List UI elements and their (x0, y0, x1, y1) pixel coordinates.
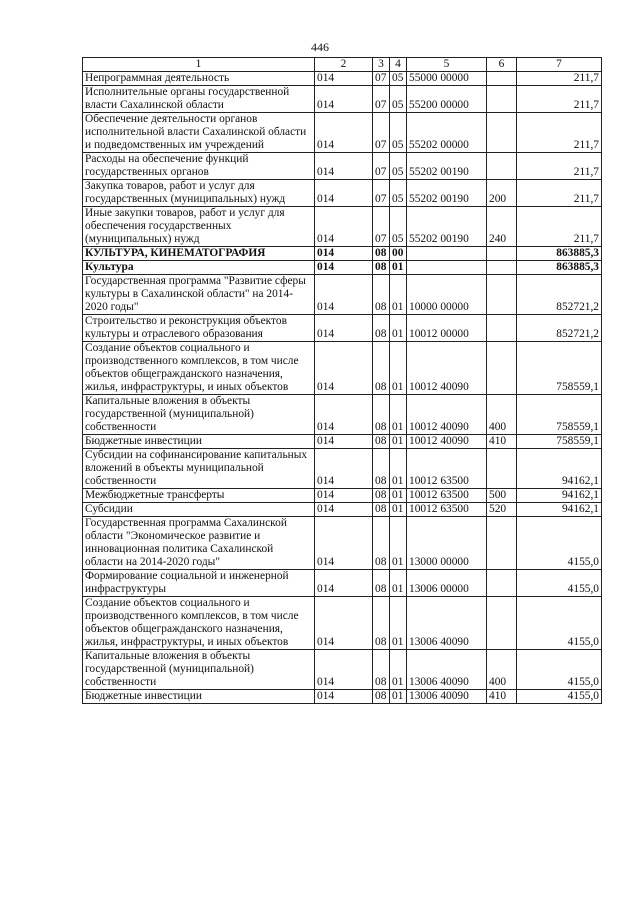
row-code-4-cell: 01 (390, 503, 407, 517)
row-code-2-cell: 014 (315, 180, 373, 207)
row-code-6-cell (487, 275, 517, 315)
table-row (83, 650, 602, 690)
row-code-6-cell: 520 (487, 503, 517, 517)
row-code-2-cell: 014 (315, 342, 373, 395)
table-row (83, 153, 602, 180)
row-name-cell: КУЛЬТУРА, КИНЕМАТОГРАФИЯ (83, 247, 315, 261)
row-code-3-cell: 07 (373, 113, 390, 153)
row-code-6-cell (487, 517, 517, 570)
row-name-cell: Формирование социальной и инженерной инфраструктуры (83, 570, 315, 597)
row-code-6-cell: 200 (487, 180, 517, 207)
row-amount-cell: 4155,0 (517, 650, 602, 690)
table-row (83, 503, 602, 517)
row-code-4-cell: 05 (390, 113, 407, 153)
row-code-3-cell: 08 (373, 275, 390, 315)
row-code-3-cell: 07 (373, 86, 390, 113)
row-code-6-cell (487, 315, 517, 342)
row-code-6-cell (487, 72, 517, 86)
row-code-3-cell: 07 (373, 153, 390, 180)
row-code-5-cell: 55000 00000 (407, 72, 487, 86)
row-code-3-cell: 07 (373, 72, 390, 86)
row-code-3-cell: 08 (373, 395, 390, 435)
row-code-2-cell: 014 (315, 690, 373, 704)
header-row (83, 58, 602, 72)
row-name-cell: Создание объектов социального и производственного комплексов, в том числе объектов общегражданского назначения, жилья, инфраструктуры, и иных объектов (83, 597, 315, 650)
row-code-6-cell: 410 (487, 435, 517, 449)
row-code-4-cell: 01 (390, 261, 407, 275)
row-code-5-cell: 10012 40090 (407, 395, 487, 435)
row-code-6-cell: 240 (487, 207, 517, 247)
row-code-3-cell: 08 (373, 570, 390, 597)
row-code-2-cell: 014 (315, 449, 373, 489)
row-code-3-cell: 08 (373, 690, 390, 704)
row-amount-cell: 211,7 (517, 86, 602, 113)
row-code-5-cell: 13006 40090 (407, 597, 487, 650)
row-name-cell: Исполнительные органы государственной власти Сахалинской области (83, 86, 315, 113)
row-code-2-cell: 014 (315, 315, 373, 342)
row-code-6-cell: 500 (487, 489, 517, 503)
table-row (83, 247, 602, 261)
row-name-cell: Закупка товаров, работ и услуг для государственных (муниципальных) нужд (83, 180, 315, 207)
row-code-3-cell: 08 (373, 342, 390, 395)
row-amount-cell: 758559,1 (517, 395, 602, 435)
row-amount-cell: 211,7 (517, 113, 602, 153)
row-code-4-cell: 01 (390, 597, 407, 650)
row-amount-cell: 852721,2 (517, 275, 602, 315)
table-row (83, 597, 602, 650)
row-code-4-cell: 01 (390, 570, 407, 597)
table-row (83, 570, 602, 597)
row-name-cell: Культура (83, 261, 315, 275)
row-code-4-cell: 01 (390, 517, 407, 570)
row-amount-cell: 4155,0 (517, 690, 602, 704)
row-code-4-cell: 01 (390, 489, 407, 503)
column-header: 7 (517, 58, 602, 72)
row-code-4-cell: 01 (390, 690, 407, 704)
row-code-2-cell: 014 (315, 489, 373, 503)
table-row (83, 517, 602, 570)
row-code-4-cell: 05 (390, 86, 407, 113)
row-code-2-cell: 014 (315, 72, 373, 86)
row-code-5-cell: 10012 63500 (407, 489, 487, 503)
row-code-5-cell: 55200 00000 (407, 86, 487, 113)
row-code-3-cell: 08 (373, 489, 390, 503)
row-amount-cell: 4155,0 (517, 597, 602, 650)
row-amount-cell: 863885,3 (517, 247, 602, 261)
row-code-6-cell (487, 153, 517, 180)
row-code-6-cell (487, 570, 517, 597)
row-code-2-cell: 014 (315, 435, 373, 449)
row-code-2-cell: 014 (315, 275, 373, 315)
column-header: 3 (373, 58, 390, 72)
row-code-3-cell: 08 (373, 315, 390, 342)
row-code-2-cell: 014 (315, 261, 373, 275)
row-amount-cell: 211,7 (517, 72, 602, 86)
column-header: 1 (83, 58, 315, 72)
row-code-6-cell (487, 449, 517, 489)
row-code-5-cell: 55202 00000 (407, 113, 487, 153)
row-code-6-cell: 400 (487, 395, 517, 435)
table-row (83, 275, 602, 315)
row-amount-cell: 211,7 (517, 180, 602, 207)
table-row (83, 435, 602, 449)
row-code-5-cell: 10012 63500 (407, 449, 487, 489)
row-code-5-cell: 10012 63500 (407, 503, 487, 517)
table-row (83, 342, 602, 395)
row-code-4-cell: 01 (390, 435, 407, 449)
row-code-4-cell: 00 (390, 247, 407, 261)
row-code-5-cell: 10000 00000 (407, 275, 487, 315)
row-code-5-cell: 13000 00000 (407, 517, 487, 570)
row-name-cell: Капитальные вложения в объекты государственной (муниципальной) собственности (83, 395, 315, 435)
row-code-2-cell: 014 (315, 113, 373, 153)
row-name-cell: Строительство и реконструкция объектов культуры и отраслевого образования (83, 315, 315, 342)
row-code-3-cell: 08 (373, 435, 390, 449)
row-code-2-cell: 014 (315, 247, 373, 261)
row-code-6-cell (487, 113, 517, 153)
column-header: 4 (390, 58, 407, 72)
table-row (83, 72, 602, 86)
row-code-6-cell (487, 342, 517, 395)
table-row (83, 690, 602, 704)
row-code-3-cell: 08 (373, 517, 390, 570)
row-code-6-cell (487, 261, 517, 275)
row-name-cell: Создание объектов социального и производственного комплексов, в том числе объектов общегражданского назначения, жилья, инфраструктуры, и иных объектов (83, 342, 315, 395)
row-code-5-cell: 10012 40090 (407, 342, 487, 395)
row-amount-cell: 94162,1 (517, 503, 602, 517)
row-amount-cell: 758559,1 (517, 435, 602, 449)
column-header: 5 (407, 58, 487, 72)
row-code-4-cell: 05 (390, 72, 407, 86)
table-row (83, 207, 602, 247)
page-number: 446 (311, 40, 329, 54)
row-code-6-cell: 400 (487, 650, 517, 690)
row-code-4-cell: 01 (390, 342, 407, 395)
row-amount-cell: 863885,3 (517, 261, 602, 275)
row-name-cell: Бюджетные инвестиции (83, 435, 315, 449)
row-code-5-cell: 10012 40090 (407, 435, 487, 449)
row-code-3-cell: 08 (373, 449, 390, 489)
row-amount-cell: 852721,2 (517, 315, 602, 342)
row-name-cell: Субсидии (83, 503, 315, 517)
row-name-cell: Капитальные вложения в объекты государственной (муниципальной) собственности (83, 650, 315, 690)
row-name-cell: Иные закупки товаров, работ и услуг для обеспечения государственных (муниципальных) нужд (83, 207, 315, 247)
row-code-5-cell: 13006 00000 (407, 570, 487, 597)
row-name-cell: Расходы на обеспечение функций государственных органов (83, 153, 315, 180)
row-amount-cell: 211,7 (517, 153, 602, 180)
row-code-4-cell: 05 (390, 180, 407, 207)
row-code-4-cell: 01 (390, 275, 407, 315)
row-code-2-cell: 014 (315, 597, 373, 650)
row-code-3-cell: 07 (373, 180, 390, 207)
row-code-3-cell: 08 (373, 261, 390, 275)
row-code-5-cell: 55202 00190 (407, 180, 487, 207)
row-code-2-cell: 014 (315, 153, 373, 180)
table-row (83, 113, 602, 153)
row-name-cell: Субсидии на софинансирование капитальных вложений в объекты муниципальной собственности (83, 449, 315, 489)
row-code-5-cell: 13006 40090 (407, 690, 487, 704)
column-header: 6 (487, 58, 517, 72)
row-amount-cell: 4155,0 (517, 517, 602, 570)
table-row (83, 315, 602, 342)
row-code-2-cell: 014 (315, 207, 373, 247)
table-row (83, 180, 602, 207)
row-name-cell: Межбюджетные трансферты (83, 489, 315, 503)
row-code-2-cell: 014 (315, 650, 373, 690)
table-row (83, 449, 602, 489)
row-code-3-cell: 08 (373, 247, 390, 261)
row-code-5-cell: 10012 00000 (407, 315, 487, 342)
row-code-6-cell (487, 597, 517, 650)
row-code-4-cell: 05 (390, 207, 407, 247)
row-amount-cell: 94162,1 (517, 449, 602, 489)
row-amount-cell: 94162,1 (517, 489, 602, 503)
table-row (83, 86, 602, 113)
table-row (83, 489, 602, 503)
row-amount-cell: 211,7 (517, 207, 602, 247)
row-code-2-cell: 014 (315, 395, 373, 435)
row-code-4-cell: 01 (390, 449, 407, 489)
row-code-2-cell: 014 (315, 517, 373, 570)
row-code-5-cell: 13006 40090 (407, 650, 487, 690)
row-code-5-cell: 55202 00190 (407, 153, 487, 180)
row-code-6-cell (487, 86, 517, 113)
row-name-cell: Бюджетные инвестиции (83, 690, 315, 704)
row-code-3-cell: 08 (373, 650, 390, 690)
row-name-cell: Непрограммная деятельность (83, 72, 315, 86)
table-row (83, 395, 602, 435)
row-name-cell: Обеспечение деятельности органов исполнительной власти Сахалинской области и подведомственных им учреждений (83, 113, 315, 153)
row-amount-cell: 4155,0 (517, 570, 602, 597)
table-row (83, 261, 602, 275)
budget-table (82, 57, 602, 704)
row-code-5-cell (407, 247, 487, 261)
row-code-6-cell: 410 (487, 690, 517, 704)
row-code-2-cell: 014 (315, 86, 373, 113)
row-amount-cell: 758559,1 (517, 342, 602, 395)
row-code-4-cell: 01 (390, 315, 407, 342)
row-name-cell: Государственная программа Сахалинской области "Экономическое развитие и инновационная политика Сахалинской области на 2014-2020 годы" (83, 517, 315, 570)
row-name-cell: Государственная программа "Развитие сферы культуры в Сахалинской области" на 2014-2020 годы" (83, 275, 315, 315)
row-code-3-cell: 07 (373, 207, 390, 247)
row-code-4-cell: 01 (390, 650, 407, 690)
row-code-5-cell: 55202 00190 (407, 207, 487, 247)
row-code-4-cell: 05 (390, 153, 407, 180)
row-code-5-cell (407, 261, 487, 275)
row-code-3-cell: 08 (373, 503, 390, 517)
row-code-6-cell (487, 247, 517, 261)
row-code-2-cell: 014 (315, 503, 373, 517)
row-code-3-cell: 08 (373, 597, 390, 650)
row-code-4-cell: 01 (390, 395, 407, 435)
row-code-2-cell: 014 (315, 570, 373, 597)
column-header: 2 (315, 58, 373, 72)
